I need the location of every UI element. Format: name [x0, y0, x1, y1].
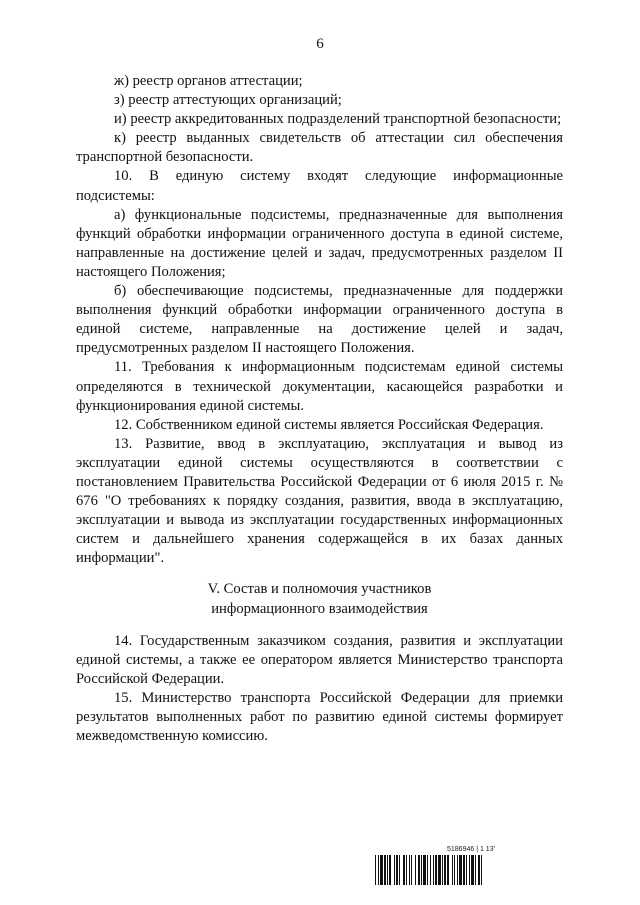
paragraph-15: 15. Министерство транспорта Российской Федерации для приемки результатов выполненных работ по развитию единой системы формирует межведомственную комиссию.	[76, 689, 563, 745]
paragraph-item-z: з) реестр аттестующих организаций;	[114, 92, 342, 109]
barcode-bar	[423, 855, 426, 885]
barcode-bar	[411, 855, 412, 885]
paragraph-item-i: и) реестр аккредитованных подразделений транспортной безопасности;	[114, 111, 562, 128]
barcode-bar	[478, 855, 480, 885]
barcode-bar	[387, 855, 388, 885]
section-heading-line-2: информационного взаимодействия	[211, 600, 428, 617]
barcode-bar	[444, 855, 446, 885]
barcode-bar	[389, 855, 391, 885]
barcode-bar	[459, 855, 462, 885]
barcode-bar	[394, 855, 395, 885]
barcode-bar	[430, 855, 431, 885]
document-body	[76, 72, 563, 746]
barcode-bar	[380, 855, 383, 885]
barcode-bar	[438, 855, 441, 885]
barcode-bar	[475, 855, 476, 885]
paragraph-10: 10. В единую систему входят следующие информационные подсистемы:	[76, 168, 563, 204]
section-heading-line-1: V. Состав и полномочия участников	[207, 581, 432, 598]
barcode-bar	[466, 855, 467, 885]
paragraph-13: 13. Развитие, ввод в эксплуатацию, эксплуатация и вывод из эксплуатации единой системы осуществляются в соответствии с постановлением Правительства Российской Федерации от 6 июля 2015 г. № 676 "О требованиях к порядку создания, развития, ввода в эксплуатацию, эксплуатации и вывода из эксплуатации государственных информационных систем и дальнейшего хранения содержащейся в их базах данных информации".	[76, 435, 563, 567]
paragraph-10-b: б) обеспечивающие подсистемы, предназначенные для поддержки выполнения функций обработки информации ограниченного доступа в единой системе, направленные на достижение целей и задач, предусмотренных разделом II настоящего Положения.	[76, 283, 563, 357]
barcode-bar	[399, 855, 400, 885]
barcode-bar	[406, 855, 407, 885]
paragraph-10-a: а) функциональные подсистемы, предназначенные для выполнения функций обработки информации ограниченного доступа в единой системе, направленные на достижение целей и задач, предусмотренных разделом II настоящего Положения;	[76, 206, 563, 280]
barcode	[375, 846, 565, 886]
barcode-bar	[469, 855, 470, 885]
barcode-bar	[452, 855, 453, 885]
barcode-bar	[471, 855, 474, 885]
section-heading	[76, 580, 563, 618]
barcode-bar	[421, 855, 422, 885]
page-number: 6	[316, 36, 324, 52]
barcode-bar	[409, 855, 410, 885]
barcode-bar	[435, 855, 437, 885]
barcode-bar	[384, 855, 386, 885]
barcode-bar	[427, 855, 428, 885]
barcode-bar	[375, 855, 376, 885]
barcode-bar	[447, 855, 449, 885]
barcode-bar	[463, 855, 465, 885]
paragraph-item-zh: ж) реестр органов аттестации;	[114, 73, 303, 89]
barcode-bar	[442, 855, 443, 885]
barcode-bar	[415, 855, 416, 885]
paragraph-12: 12. Собственником единой системы является Российская Федерация.	[114, 416, 544, 433]
barcode-bar	[396, 855, 398, 885]
barcode-bar	[457, 855, 458, 885]
paragraph-item-k: к) реестр выданных свидетельств об аттестации сил обеспечения транспортной безопасности.	[76, 130, 563, 166]
barcode-bar	[454, 855, 455, 885]
paragraph-11: 11. Требования к информационным подсистемам единой системы определяются в технической документации, касающейся разработки и функционирования единой системы.	[76, 359, 563, 414]
barcode-bar	[403, 855, 405, 885]
paragraph-14: 14. Государственным заказчиком создания, развития и эксплуатации единой системы, а также ее оператором является Министерство транспорта Российской Федерации.	[76, 632, 563, 687]
barcode-bar	[481, 855, 482, 885]
barcode-label: 5186946 | 1 13'	[447, 846, 495, 853]
barcode-bar	[378, 855, 379, 885]
barcode-bars	[375, 855, 565, 885]
barcode-bar	[433, 855, 434, 885]
barcode-bar	[418, 855, 420, 885]
